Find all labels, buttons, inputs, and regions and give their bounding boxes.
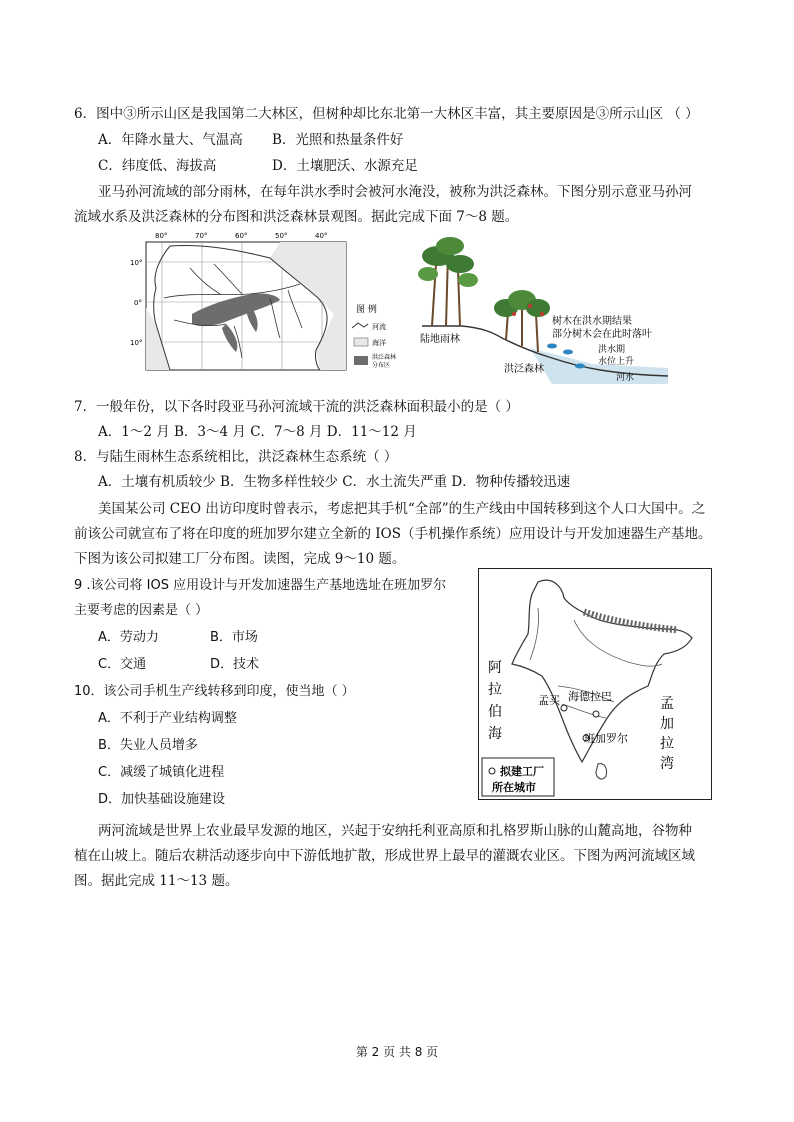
bay-char-3: 拉 (660, 736, 674, 752)
q10-option-b: B．失业人员增多 (98, 738, 198, 753)
scene-flood-1: 洪水期 (598, 345, 626, 355)
india-map-svg (478, 568, 712, 800)
flood-forest-scene (402, 234, 668, 388)
lat-label-0: 0° (134, 299, 142, 307)
lon-label-70: 70° (195, 232, 208, 240)
arabian-sea-char-4: 海 (488, 726, 502, 742)
page-footer: 第 2 页 共 8 页 (355, 1045, 439, 1059)
q10-option-d: D．加快基础设施建设 (98, 792, 226, 807)
lon-label-40: 40° (315, 232, 328, 240)
q6-option-a: A．年降水量大、气温高 (98, 132, 243, 148)
amazon-map-figure (130, 228, 397, 390)
scene-flood-2: 水位上升 (598, 357, 635, 367)
city-bangalore-label: 班加罗尔 (584, 732, 628, 745)
legend-city-label-1: 拟建工厂 (500, 765, 544, 778)
intro-9-10-line1: 美国某公司 CEO 出访印度时曾表示，考虑把其手机“全部”的生产线由中国转移到这个人口大国中。之 (98, 501, 706, 517)
q9-stem-2: 主要考虑的因素是（ ） (74, 603, 209, 618)
intro-7-8-line1: 亚马孙河流域的部分雨林，在每年洪水季时会被河水淹没，被称为洪泛森林。下图分别示意亚马孙河 (98, 184, 692, 200)
bay-char-1: 孟 (660, 696, 674, 712)
arabian-sea-char-1: 阿 (488, 660, 502, 676)
flood-forest-scene-svg (402, 234, 668, 388)
city-mumbai-marker (561, 705, 567, 711)
flood-trees (494, 290, 550, 352)
q10-option-a: A．不利于产业结构调整 (98, 711, 237, 726)
arabian-sea-char-2: 拉 (488, 682, 502, 698)
arabian-sea-char-3: 伯 (488, 704, 502, 720)
q10-option-c: C．减缓了城镇化进程 (98, 765, 225, 780)
q9-option-b: B．市场 (210, 630, 258, 645)
lat-label-n10: 10° (130, 259, 143, 267)
legend-river-symbol (352, 323, 368, 328)
legend-forest-label-2: 分布区 (372, 362, 391, 369)
city-hyderabad-marker (593, 711, 599, 717)
upland-forest-label: 陆地雨林 (420, 334, 460, 345)
legend-title: 图 例 (356, 305, 377, 315)
lat-label-s10: 10° (130, 339, 143, 347)
intro-11-13-line3: 图。据此完成 11～13 题。 (74, 873, 239, 889)
legend-river-label: 河流 (372, 323, 386, 331)
city-mumbai-label: 孟买 (538, 694, 560, 707)
scene-note-2: 部分树木会在此时落叶 (552, 329, 652, 340)
lon-label-50: 50° (275, 232, 288, 240)
q9-option-a: A．劳动力 (98, 630, 159, 645)
q7-options: A．1～2 月 B．3～4 月 C．7～8 月 D．11～12 月 (98, 424, 417, 440)
q10-stem: 10．该公司手机生产线转移到印度，使当地（ ） (74, 684, 355, 699)
legend-city-label-2: 所在城市 (492, 781, 536, 794)
intro-11-13-line1: 两河流域是世界上农业最早发源的地区，兴起于安纳托利亚高原和扎格罗斯山脉的山麓高地，谷物种 (98, 823, 692, 839)
q9-option-d: D．技术 (210, 657, 260, 672)
q8-options: A．土壤有机质较少 B．生物多样性较少 C．水土流失严重 D．物种传播较迅速 (98, 474, 571, 490)
scene-river-label: 河水 (616, 373, 635, 383)
upland-trees (418, 237, 478, 326)
legend-ocean-label: 海洋 (372, 339, 386, 347)
q6-option-c: C．纬度低、海拔高 (98, 158, 217, 174)
intro-9-10-line3: 下图为该公司拟建工厂分布图。读图，完成 9～10 题。 (74, 551, 406, 567)
amazon-map-svg (130, 228, 397, 390)
scene-note-1: 树木在洪水期结果 (552, 316, 632, 327)
india-map-figure (478, 568, 712, 800)
q9-stem-1: 9 .该公司将 IOS 应用设计与开发加速器生产基地选址在班加罗尔 (74, 578, 447, 593)
flood-forest-label: 洪泛森林 (504, 364, 544, 375)
city-hyderabad-label: 海德拉巴 (568, 690, 612, 703)
lon-label-60: 60° (235, 232, 248, 240)
q8-stem: 8．与陆生雨林生态系统相比，洪泛森林生态系统（ ） (74, 449, 398, 465)
intro-9-10-line2: 前该公司就宣布了将在印度的班加罗尔建立全新的 IOS（手机操作系统）应用设计与开发加速器生产基地。 (74, 526, 712, 542)
legend-forest-symbol (354, 356, 368, 365)
q6-stem: 6．图中③所示山区是我国第二大林区，但树种却比东北第一大林区丰富，其主要原因是③所示山区 （ ） (74, 106, 699, 122)
bay-char-4: 湾 (660, 756, 674, 772)
lon-label-80: 80° (155, 232, 168, 240)
legend-forest-label-1: 洪泛森林 (372, 354, 397, 361)
intro-7-8-line2: 流域水系及洪泛森林的分布图和洪泛森林景观图。据此完成下面 7～8 题。 (74, 209, 519, 225)
q7-stem: 7．一般年份，以下各时段亚马孙河流域干流的洪泛森林面积最小的是（ ） (74, 399, 519, 415)
q6-option-d: D．土壤肥沃、水源充足 (272, 158, 418, 174)
legend-city-marker (489, 768, 495, 774)
bay-char-2: 加 (660, 716, 674, 732)
q9-option-c: C．交通 (98, 657, 147, 672)
legend-ocean-symbol (354, 338, 368, 346)
q6-option-b: B．光照和热量条件好 (272, 132, 404, 148)
intro-11-13-line2: 植在山坡上。随后农耕活动逐步向中下游低地扩散，形成世界上最早的灌溉农业区。下图为两河流域区域 (74, 848, 695, 864)
